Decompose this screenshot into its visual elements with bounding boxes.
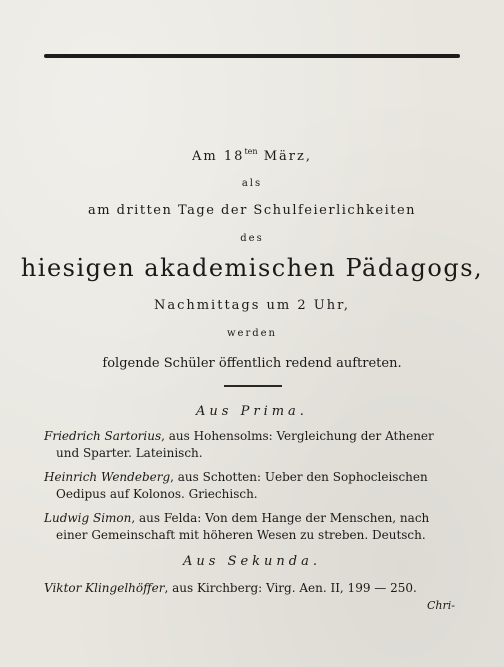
date-day: $18^{ten}$ <box>223 147 258 164</box>
top-decorative-rule <box>44 54 460 58</box>
als-line: als <box>241 178 263 189</box>
entry-sartorius: Friedrich Sartorius, aus Hohensolms: Vergleichung der Athener und Sparter. Lateinisch. <box>44 429 434 460</box>
section-title-prima: Aus Prima. <box>196 404 308 419</box>
speaker-name: Viktor Klingelhöffer <box>44 581 165 595</box>
catchword: Chri- <box>427 599 455 612</box>
speaker-name: Heinrich Wendeberg <box>44 470 171 484</box>
section-title-sekunda: Aus Sekunda. <box>183 554 321 569</box>
des-line: des <box>240 233 264 244</box>
speaker-name: Friedrich Sartorius <box>44 429 162 443</box>
entry-klingelhoeffer: Viktor Klingelhöffer, aus Kirchberg: Virg. Aen. II, 199 — 250. <box>44 581 417 595</box>
date-month: März, <box>263 149 312 164</box>
entry-wendeberg: Heinrich Wendeberg, aus Schotten: Ueber den Sophocleischen Oedipus auf Kolonos. Griechisch. <box>44 470 428 501</box>
date-am: Am <box>192 149 218 164</box>
occasion-line: am dritten Tage der Schulfeierlichkeiten <box>87 203 417 218</box>
entry-simon: Ludwig Simon, aus Felda: Von dem Hange der Menschen, nach einer Gemeinschaft mit höheren Wesen zu streben. Deutsch. <box>44 511 430 542</box>
date-line <box>0 147 504 164</box>
section-divider-rule <box>224 385 282 387</box>
institution-title: hiesigen akademischen Pädagogs, <box>20 254 484 282</box>
time-line: Nachmittags um 2 Uhr, <box>153 298 351 313</box>
speaker-name: Ludwig Simon <box>44 511 132 525</box>
werden-line: werden <box>226 328 278 339</box>
intro-line: folgende Schüler öffentlich redend auftreten. <box>102 356 402 371</box>
